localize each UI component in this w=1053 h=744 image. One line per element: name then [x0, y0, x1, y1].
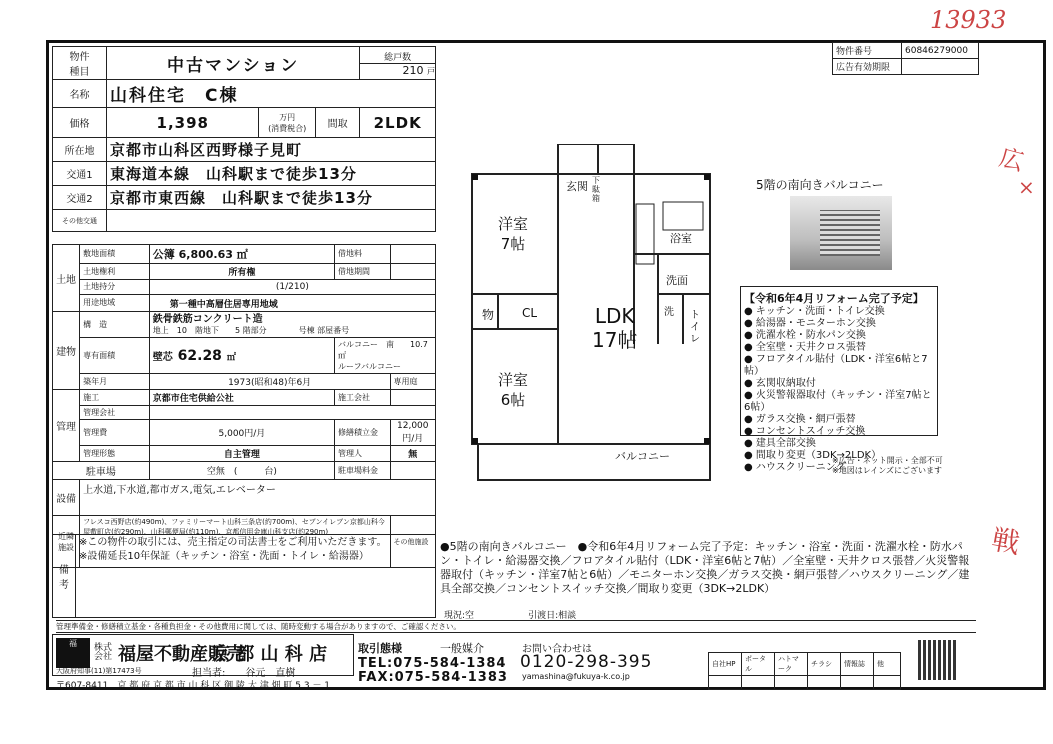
balcony-unit: ㎡: [338, 351, 347, 360]
id-label: 物件番号: [833, 43, 902, 59]
other-transit-label: その他交通: [53, 210, 107, 232]
balcony-area: 10.7: [410, 340, 428, 349]
zoning-value: 第一種中高層住居専用地域: [149, 295, 435, 312]
media-tags: [708, 652, 901, 690]
structure-label: 構 造: [80, 312, 150, 338]
qr-code: [918, 640, 958, 680]
wash-label: 洗面: [666, 274, 688, 287]
fee-value: 5,000円/月: [149, 420, 334, 446]
reform-item: ● キッチン・洗面・トイレ交換: [744, 306, 885, 317]
company-name: 福屋不動産販売: [118, 644, 244, 665]
floor-no: 5: [234, 325, 241, 335]
room-label: 号棟 部屋番号: [298, 325, 350, 335]
type-label: 物件 種目: [53, 47, 107, 80]
share-value: (1/210): [149, 280, 435, 295]
company-label: 管理会社: [80, 406, 150, 420]
contact: 担当者: 谷元 直樹: [192, 668, 296, 679]
details-table: [52, 244, 436, 568]
reform-item: ● 洗濯水栓・防水パン交換: [744, 330, 866, 341]
fax: FAX:075-584-1383: [358, 670, 508, 685]
price-value: 1,398: [107, 108, 259, 138]
balcony-label: バルコニー: [338, 340, 379, 349]
toilet-label: トイレ: [690, 310, 700, 345]
property-header-table: [52, 46, 436, 232]
closet-label: CL: [522, 306, 538, 320]
transit2-label: 交通2: [53, 186, 107, 210]
bath-label: 浴室: [670, 232, 692, 245]
handwritten-number: 13933: [930, 6, 1007, 34]
media-tag: 自社HP: [709, 653, 742, 676]
rights-value: 所有権: [149, 264, 334, 280]
floors-value: 地上 10 階地下: [152, 325, 219, 335]
building-section: 建物: [53, 312, 80, 390]
tax-note: (消費税合): [268, 123, 307, 133]
parking-value: 空無 ( 台): [149, 462, 334, 480]
built-label: 築年月: [80, 374, 150, 390]
building-photo: [790, 196, 892, 270]
address-label: 所在地: [53, 138, 107, 162]
built-note: 専用庭: [390, 374, 436, 390]
laundry-label: 洗: [664, 307, 674, 318]
genkan-label: 玄関: [566, 180, 588, 193]
tel: TEL:075-584-1384: [358, 656, 507, 671]
reform-item: ● ガラス交換・網戸張替: [744, 414, 856, 425]
units-unit: 戸: [427, 66, 435, 76]
facilities-value: 上水道,下水道,都市ガス,電気,エレベーター: [80, 480, 436, 516]
manager-label: 管理人: [335, 446, 390, 462]
notes: ※広告・ネット開示・全部不可 ※地図はレインズにございます: [832, 456, 943, 475]
reform-item: ● 給湯器・モニターホン交換: [744, 318, 876, 329]
private-area-label: 専有面積: [80, 338, 150, 374]
reform-item: ● 建具全部交換: [744, 438, 816, 449]
fee-label: 管理費: [80, 420, 150, 446]
reform-item: ● コンセントスイッチ交換: [744, 426, 866, 437]
price-label: 価格: [53, 108, 107, 138]
free-dial: 0120-298-395: [520, 652, 653, 672]
media-tag: ポータル: [742, 653, 775, 676]
units-value: 210: [402, 63, 424, 77]
lease-period-label: 借地期間: [335, 264, 390, 280]
inquiry-label: お問い合わせは: [522, 644, 592, 655]
media-tag: ハトマーク: [775, 653, 808, 676]
floor-no-label: 階部分: [242, 325, 267, 335]
balcony-label: バルコニー: [615, 450, 670, 463]
share-label: 土地持分: [80, 280, 150, 295]
layout-label: 間取: [315, 108, 359, 138]
remarks-table: [52, 534, 436, 618]
parking-label: 駐車場: [53, 462, 150, 480]
room-western-7: 洋室 7帖: [498, 215, 529, 253]
manager-value: 無: [390, 446, 436, 462]
property-type: 中古マンション: [107, 47, 360, 80]
id-box: [832, 42, 979, 75]
room-ldk: LDK 17帖: [592, 304, 638, 352]
transit1-label: 交通1: [53, 162, 107, 186]
lease-label: 借地料: [335, 245, 390, 264]
private-area-value: 62.28: [177, 347, 222, 364]
remarks-label: 備考: [53, 535, 76, 618]
private-area-unit: ㎡: [226, 352, 236, 363]
expiry-label: 広告有効期限: [833, 59, 902, 75]
builder2-label: 施工会社: [335, 390, 390, 406]
land-area-label: 敷地面積: [80, 245, 150, 264]
branch-name: 京 都 山 科 店: [212, 644, 328, 665]
balcony-dir: 南: [386, 340, 395, 349]
agent-email: yamashina@fukuya-k.co.jp: [522, 672, 630, 681]
storage-label: 物: [482, 308, 495, 322]
media-tag: 他: [874, 653, 901, 676]
reform-item: ● フロアタイル貼付（LDK・洋室6帖と7帖）: [744, 354, 928, 377]
builder-label: 施工: [80, 390, 150, 406]
parking-fee-label: 駐車場料金: [335, 462, 390, 480]
bathtub: [663, 202, 703, 230]
units-label: 総戸数: [360, 50, 435, 64]
repair-label: 修繕積立金: [335, 420, 390, 446]
structure-value: 鉄骨鉄筋コンクリート造: [152, 313, 263, 325]
style-label: 管理形態: [80, 446, 150, 462]
reform-item: ● 火災警報器取付（キッチン・洋室7帖と6帖）: [744, 390, 932, 413]
license: 大阪府知事(11)第17473号: [56, 667, 142, 675]
agent-address: 〒607-8411 京 都 府 京 都 市 山 科 区 御 陵 大 津 畑 町 5 3 － 1: [56, 681, 331, 691]
shoe-label: 下駄箱: [592, 176, 600, 203]
summary-text: ●5階の南向きバルコニー ●令和6年4月リフォーム完了予定：キッチン・浴室・洗面・洗濯水栓・防水パン・トイレ・給湯器交換／フロアタイル貼付（LDK・洋室6帖と7帖）／全室壁・天井クロス張替／火災警報器取付（キッチン・洋室7帖と6帖）／モニターホン交換／ガラス交換・網戸張替／ハウスクリーニング／建具全部交換／コンセントスイッチ交換／間取り変更（3DK→2LDK）: [440, 540, 970, 595]
layout-value: 2LDK: [360, 108, 436, 138]
remark-line: ※この物件の取引には、売主指定の司法書士をご利用いただきます。: [79, 537, 387, 548]
price-unit: 万円: [279, 112, 296, 122]
reform-item: ● 全室壁・天井クロス張替: [744, 342, 866, 353]
zoning-label: 用途地域: [80, 295, 150, 312]
property-name: 山科住宅 C棟: [107, 80, 436, 108]
land-area-value: 6,800.63: [178, 248, 233, 261]
handwritten-mark: ×: [1018, 175, 1035, 199]
repair-value: 12,000円/月: [390, 420, 436, 446]
reform-item: ● 間取り変更（3DK→2LDK）: [744, 450, 882, 461]
rights-label: 土地権利: [80, 264, 150, 280]
reform-item: ● ハウスクリーニング: [744, 462, 846, 473]
roof-label: ルーフバルコニー: [338, 362, 402, 371]
fees-footnote: 管理準備金・修繕積立基金・各種負担金・その他費用に関しては、随時変動する場合がありますので、ご確認ください。: [56, 620, 976, 633]
nearby-value: フレスコ西野店(約490m)、ファミリーマート山科三条店(約700m)、セブンイレブン京都山科今屋敷町店(約290m)、山科郵便局(約110m)、京都信用金庫山科支店(約290m): [80, 516, 390, 568]
deal-label: 取引態様: [358, 642, 402, 655]
media-tag: 情報誌: [841, 653, 874, 676]
built-value: 1973(昭和48)年6月: [149, 374, 390, 390]
deal-value: 一般媒介: [440, 642, 484, 655]
units-cell: [360, 47, 436, 80]
transit1-value: 東海道本線 山科駅まで徒歩13分: [107, 162, 436, 186]
company-logo: 福: [56, 638, 90, 668]
remark-line: ※設備延長10年保証（キッチン・浴室・洗面・トイレ・給湯器）: [79, 551, 369, 562]
style-value: 自主管理: [149, 446, 334, 462]
land-section: 土地: [53, 245, 80, 312]
room-western-6: 洋室 6帖: [498, 371, 529, 409]
reform-title: 【令和6年4月リフォーム完了予定】: [744, 292, 924, 305]
facilities-label: 設備: [53, 480, 80, 516]
name-label: 名称: [53, 80, 107, 108]
transit2-value: 京都市東西線 山科駅まで徒歩13分: [107, 186, 436, 210]
status: 現況:空 引渡日:相談: [444, 611, 577, 621]
id-value: 60846279000: [902, 43, 979, 59]
nearby-label: 近隣施設: [53, 516, 80, 568]
builder-value: 京都市住宅供給公社: [149, 390, 334, 406]
management-section: 管理: [53, 390, 80, 462]
photo-caption: 5階の南向きバルコニー: [756, 178, 884, 192]
other-facilities-label: その他施設: [390, 516, 436, 568]
handwritten-mark: 戦: [989, 522, 1023, 561]
company-prefix: 株式会社: [94, 643, 113, 662]
land-area-unit: ㎡: [236, 248, 248, 261]
private-area-prefix: 壁芯: [152, 351, 173, 363]
media-tag: チラシ: [808, 653, 841, 676]
reform-item: ● 玄関収納取付: [744, 378, 816, 389]
land-area-prefix: 公簿: [152, 248, 175, 261]
address-value: 京都市山科区西野様子見町: [107, 138, 436, 162]
handwritten-mark: 広: [996, 143, 1027, 177]
